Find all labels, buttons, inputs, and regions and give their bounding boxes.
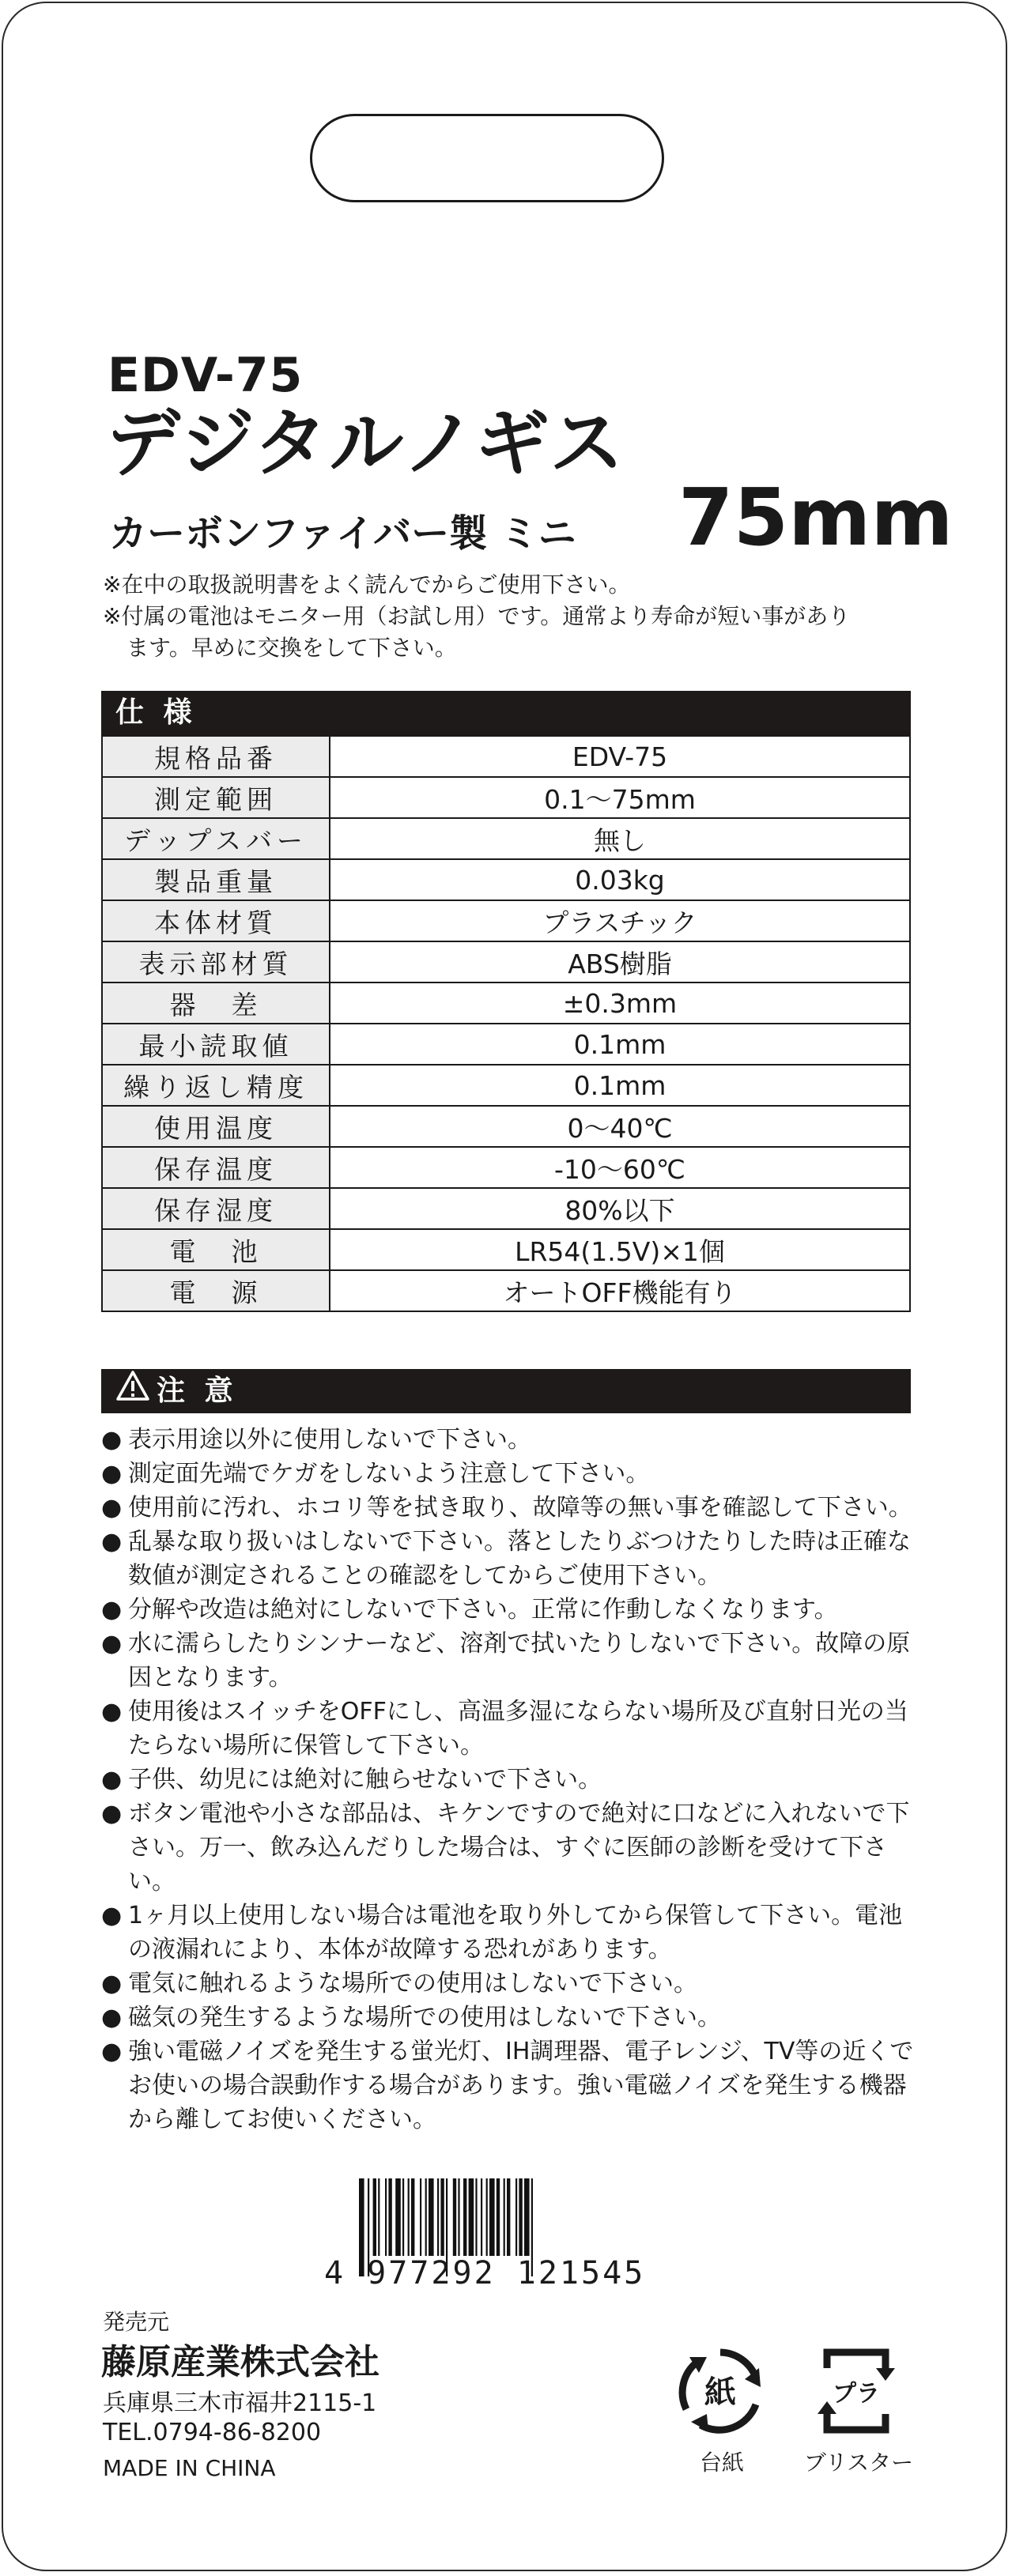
- barcode-bar: [378, 2178, 380, 2256]
- company-address: 兵庫県三木市福井2115-1: [103, 2389, 377, 2417]
- paper-label: 台紙: [699, 2450, 744, 2476]
- barcode-bar: [504, 2178, 505, 2256]
- barcode-bar: [408, 2178, 410, 2256]
- spec-row: [102, 1065, 910, 1106]
- spec-key: 器 差: [102, 983, 330, 1024]
- caution-item: ● 使用後はスイッチをOFFにし、高温多湿にならない場所及び直射日光の当たらない場所に保管して下さい。: [101, 1695, 920, 1763]
- caution-item: ● 1ヶ月以上使用しない場合は電池を取り外してから保管して下さい。電池の液漏れにより、本体が故障する恐れがあります。: [101, 1899, 920, 1967]
- spec-row: [102, 941, 910, 983]
- spec-key: 製品重量: [102, 859, 330, 900]
- spec-row: [102, 1188, 910, 1229]
- spec-row: [102, 1229, 910, 1270]
- spec-key: デップスバー: [102, 818, 330, 859]
- barcode-bar: [519, 2178, 522, 2256]
- spec-value: オートOFF機能有り: [330, 1270, 910, 1311]
- spec-row: [102, 736, 910, 777]
- spec-key: 繰り返し精度: [102, 1065, 330, 1106]
- spec-key: 最小読取値: [102, 1024, 330, 1065]
- spec-key: 本体材質: [102, 900, 330, 941]
- barcode-bar: [489, 2178, 495, 2256]
- spec-key: 保存湿度: [102, 1188, 330, 1229]
- barcode-bar: [388, 2178, 391, 2256]
- barcode-bar: [402, 2178, 404, 2256]
- spec-value: 80%以下: [330, 1188, 910, 1229]
- barcode-bar: [420, 2178, 421, 2256]
- caution-item: ● 水に濡らしたりシンナーなど、溶剤で拭いたりしないで下さい。故障の原因となります。: [101, 1627, 920, 1695]
- spec-row: [102, 983, 910, 1024]
- spec-key: 電 源: [102, 1270, 330, 1311]
- product-subtitle: カーボンファイバー製 ミニ: [109, 511, 576, 556]
- plastic-recycle-icon: [810, 2344, 903, 2438]
- spec-key: 測定範囲: [102, 777, 330, 818]
- barcode-bar: [437, 2178, 439, 2256]
- barcode-bar: [453, 2178, 456, 2256]
- plastic-label: ブリスター: [803, 2450, 914, 2476]
- caution-item: ● 測定面先端でケガをしないよう注意して下さい。: [101, 1457, 920, 1491]
- caution-item: ● 分解や改造は絶対にしないで下さい。正常に作動しなくなります。: [101, 1593, 920, 1627]
- plastic-mark: プラ: [833, 2380, 880, 2408]
- barcode-bar: [515, 2178, 517, 2256]
- spec-key: 電 池: [102, 1229, 330, 1270]
- barcode-bar: [469, 2178, 474, 2256]
- country-of-origin: MADE IN CHINA: [103, 2455, 276, 2481]
- caution-item: ● 使用前に汚れ、ホコリ等を拭き取り、故障等の無い事を確認して下さい。: [101, 1491, 920, 1525]
- barcode-number: 4 977292 121545: [324, 2255, 646, 2291]
- caution-item: ● 電気に触れるような場所での使用はしないで下さい。: [101, 1967, 920, 2001]
- spec-table: [101, 735, 911, 1312]
- barcode-bar: [486, 2178, 488, 2256]
- company-tel: TEL.0794-86-8200: [103, 2419, 322, 2446]
- spec-value: 無し: [330, 818, 910, 859]
- caution-item: ● 子供、幼児には絶対に触らせないで下さい。: [101, 1763, 920, 1797]
- paper-recycle-icon: [674, 2344, 767, 2438]
- spec-row: [102, 1270, 910, 1311]
- product-title: デジタルノギス: [106, 401, 625, 487]
- barcode-bar: [481, 2178, 482, 2256]
- spec-value: プラスチック: [330, 900, 910, 941]
- caution-item: ● 強い電磁ノイズを発生する蛍光灯、IH調理器、電子レンジ、TV等の近くでお使いの場合誤動作する場合があります。強い電磁ノイズを発生する機器から離してお使いください。: [101, 2035, 920, 2137]
- spec-value: LR54(1.5V)×1個: [330, 1229, 910, 1270]
- caution-heading: [101, 1369, 911, 1413]
- spec-key: 規格品番: [102, 736, 330, 777]
- spec-key: 表示部材質: [102, 941, 330, 983]
- barcode-bar: [458, 2178, 459, 2256]
- spec-value: -10〜60℃: [330, 1147, 910, 1188]
- barcode-bar: [475, 2178, 477, 2256]
- spec-value: 0.1mm: [330, 1024, 910, 1065]
- spec-heading: [101, 691, 911, 735]
- spec-row: [102, 859, 910, 900]
- barcode-bar: [429, 2178, 434, 2256]
- spec-value: EDV-75: [330, 736, 910, 777]
- caution-list: [101, 1423, 920, 2137]
- spec-key: 保存温度: [102, 1147, 330, 1188]
- caution-item: ● 乱暴な取り扱いはしないで下さい。落としたりぶつけたりした時は正確な数値が測定されることの確認をしてからご使用下さい。: [101, 1525, 920, 1593]
- spec-value: 0〜40℃: [330, 1106, 910, 1147]
- spec-row: [102, 900, 910, 941]
- product-size: 75mm: [678, 471, 953, 564]
- spec-value: ±0.3mm: [330, 983, 910, 1024]
- paper-mark: 紙: [704, 2374, 736, 2411]
- barcode-bar: [395, 2178, 401, 2256]
- barcode-bar: [373, 2178, 376, 2256]
- caution-item: ● 表示用途以外に使用しないで下さい。: [101, 1423, 920, 1457]
- note-line: ます。早めに交換をして下さい。: [126, 635, 457, 661]
- note-line: ※付属の電池はモニター用（お試し用）です。通常より寿命が短い事があり: [103, 603, 851, 629]
- barcode-bar: [411, 2178, 414, 2256]
- seller-label: 発売元: [103, 2309, 170, 2335]
- barcode-bar: [497, 2178, 500, 2256]
- note-line: ※在中の取扱説明書をよく読んでからご使用下さい。: [103, 571, 631, 598]
- barcode-bar: [440, 2178, 444, 2256]
- spec-row: [102, 818, 910, 859]
- spec-row: [102, 777, 910, 818]
- spec-value: 0.03kg: [330, 859, 910, 900]
- spec-heading-label: 仕 様: [115, 696, 197, 729]
- spec-value: 0.1mm: [330, 1065, 910, 1106]
- barcode-bar: [425, 2178, 427, 2256]
- spec-key: 使用温度: [102, 1106, 330, 1147]
- spec-row: [102, 1024, 910, 1065]
- model-number: EDV-75: [108, 348, 304, 403]
- spec-value: ABS樹脂: [330, 941, 910, 983]
- barcode-bar: [463, 2178, 466, 2256]
- spec-row: [102, 1147, 910, 1188]
- caution-heading-label: 注 意: [157, 1375, 238, 1407]
- warning-icon: [115, 1370, 150, 1415]
- caution-item: ● 磁気の発生するような場所での使用はしないで下さい。: [101, 2001, 920, 2035]
- spec-row: [102, 1106, 910, 1147]
- hang-hole: [310, 114, 664, 202]
- barcode-bar: [507, 2178, 510, 2256]
- caution-item: ● ボタン電池や小さな部品は、キケンですので絶対に口などに入れないで下さい。万一、飲み込んだりした場合は、すぐに医師の診断を受けて下さい。: [101, 1797, 920, 1899]
- barcode-bar: [524, 2178, 530, 2256]
- company-name: 藤原産業株式会社: [101, 2342, 380, 2382]
- spec-value: 0.1〜75mm: [330, 777, 910, 818]
- barcode-bar: [385, 2178, 387, 2256]
- notes: [103, 569, 917, 664]
